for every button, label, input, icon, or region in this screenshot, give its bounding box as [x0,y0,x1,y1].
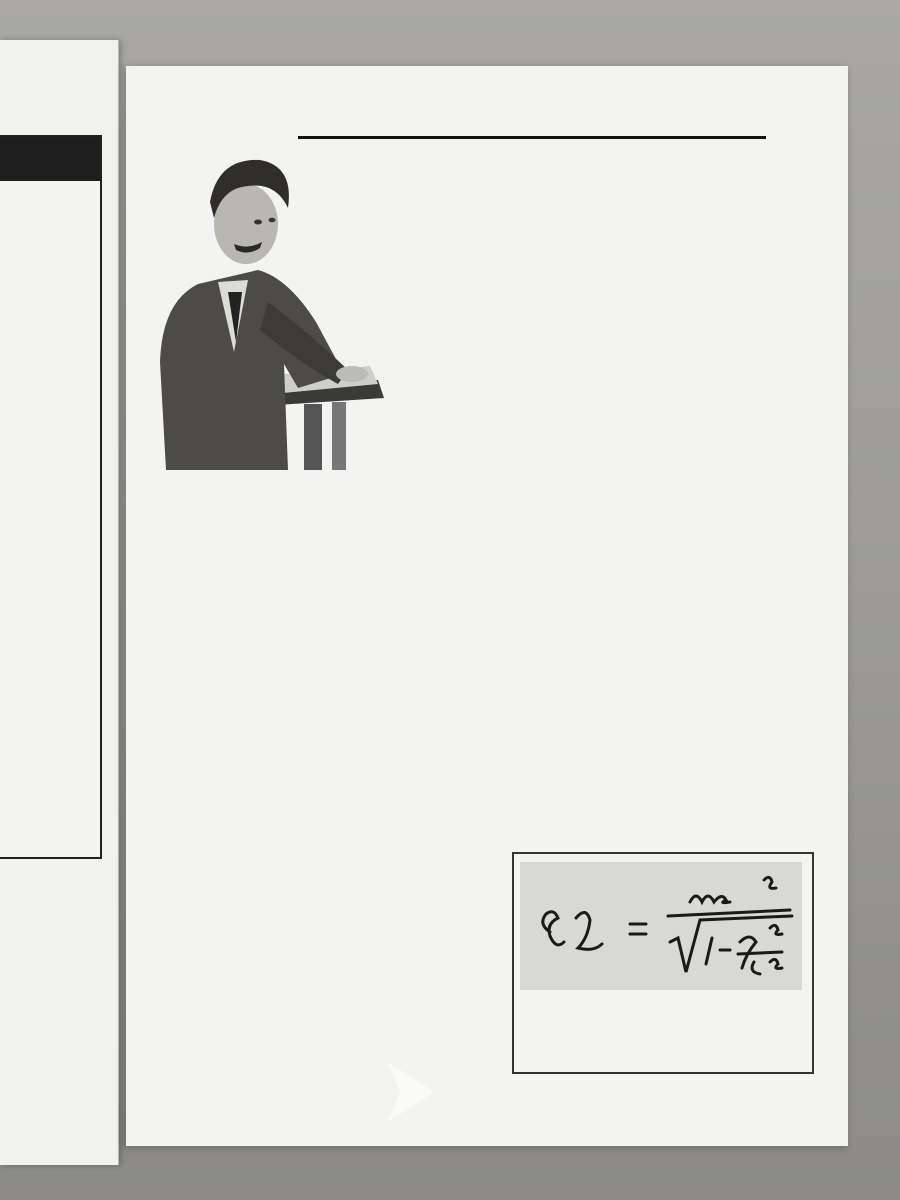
formula-figure [512,852,814,1074]
left-sidebar-box [0,135,102,859]
einstein-photo [148,152,390,470]
left-page [0,40,119,1165]
formula-manuscript-image [520,862,802,990]
right-page [126,66,848,1146]
watermark-arrow [388,1062,434,1122]
header-rule [298,136,766,139]
left-box-header [0,137,100,181]
